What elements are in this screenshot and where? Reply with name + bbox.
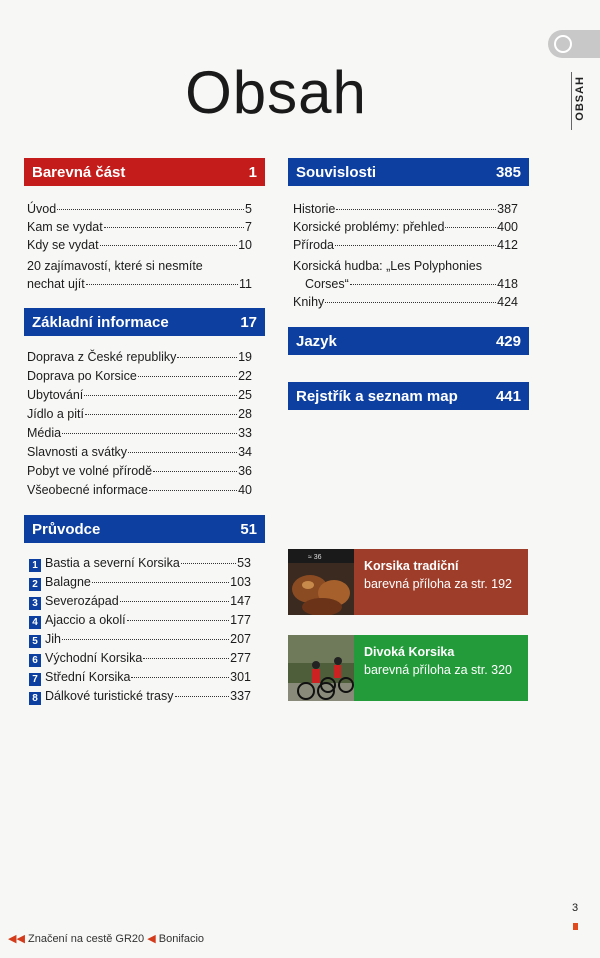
section-page: 51 — [240, 520, 257, 538]
toc-chapter[interactable]: 5 Jih 207 — [29, 630, 251, 648]
toc-entry[interactable]: Historie 387 — [293, 202, 518, 216]
promo-korsika-tradicni[interactable] — [288, 549, 528, 615]
section-page: 17 — [240, 313, 257, 331]
section-title: Průvodce — [32, 520, 101, 538]
section-zakladni-informace[interactable] — [24, 308, 265, 336]
toc-entry[interactable]: Všeobecné informace 40 — [27, 483, 252, 497]
toc-chapter[interactable]: 1 Bastia a severní Korsika 53 — [29, 554, 251, 572]
toc-chapter[interactable]: 7 Střední Korsika 301 — [29, 668, 251, 686]
section-pruvodce[interactable] — [24, 515, 265, 543]
toc-entry[interactable]: Média 33 — [27, 426, 252, 440]
section-title: Základní informace — [32, 313, 169, 331]
promo-title: Korsika tradiční — [364, 559, 459, 573]
footer-nav[interactable] — [8, 932, 204, 945]
section-souvislosti[interactable] — [288, 158, 529, 186]
toc-chapter[interactable]: 6 Východní Korsika 277 — [29, 649, 251, 667]
footer-link-bonifacio[interactable]: Bonifacio — [158, 933, 205, 945]
promo-title: Divoká Korsika — [364, 645, 455, 659]
toc-entry[interactable]: nechat ujít 11 — [27, 277, 252, 291]
toc-entry[interactable]: Úvod 5 — [27, 202, 252, 216]
chapter-number: 8 — [29, 692, 41, 705]
section-page: 385 — [495, 163, 521, 181]
chapter-number: 3 — [29, 597, 41, 610]
footer-link-gr20[interactable]: Značení na cestě GR20 — [27, 933, 145, 945]
section-title: Barevná část — [32, 163, 126, 181]
svg-text:≈ 36: ≈ 36 — [308, 554, 322, 561]
chapter-number: 6 — [29, 654, 41, 667]
section-page: 429 — [495, 332, 521, 350]
toc-entry-line1[interactable]: Korsická hudba: „Les Polyphonies — [293, 259, 483, 273]
toc-entry-line1[interactable]: 20 zajímavostí, které si nesmíte — [27, 259, 203, 273]
cyclists-photo — [288, 635, 354, 701]
promo-subtitle: barevná příloha za str. 192 — [364, 577, 513, 591]
double-arrow-left-icon: ◀◀ — [8, 933, 25, 945]
promo-divoka-korsika[interactable] — [288, 635, 528, 701]
toc-entry[interactable]: Ubytování 25 — [27, 388, 252, 402]
circle-icon — [554, 35, 572, 53]
toc-entry[interactable]: Kdy se vydat 10 — [27, 238, 252, 252]
toc-entry[interactable]: Příroda 412 — [293, 238, 518, 252]
section-rejstrik[interactable] — [288, 382, 529, 410]
toc-entry[interactable]: Knihy 424 — [293, 295, 518, 309]
toc-entry[interactable]: Jídlo a pití 28 — [27, 407, 252, 421]
toc-entry[interactable]: Pobyt ve volné přírodě 36 — [27, 464, 252, 478]
bread-photo — [288, 549, 354, 615]
arrow-left-icon: ◀ — [147, 933, 156, 945]
page-marker — [573, 923, 578, 930]
promo-subtitle: barevná příloha za str. 320 — [364, 663, 513, 677]
section-page: 1 — [248, 163, 257, 181]
toc-chapter[interactable]: 2 Balagne 103 — [29, 573, 251, 591]
toc-entry[interactable]: Korsické problémy: přehled 400 — [293, 220, 518, 234]
toc-entry[interactable]: Doprava po Korsice 22 — [27, 369, 252, 383]
page-number: 3 — [572, 902, 579, 914]
toc-entry[interactable]: Doprava z České republiky 19 — [27, 350, 252, 364]
section-title: Jazyk — [296, 332, 337, 350]
corner-tab — [548, 30, 600, 58]
toc-entry[interactable]: Slavnosti a svátky 34 — [27, 445, 252, 459]
toc-chapter[interactable]: 3 Severozápad 147 — [29, 592, 251, 610]
chapter-number: 4 — [29, 616, 41, 629]
toc-chapter[interactable]: 4 Ajaccio a okolí 177 — [29, 611, 251, 629]
chapter-number: 7 — [29, 673, 41, 686]
chapter-number: 2 — [29, 578, 41, 591]
toc-chapter[interactable]: 8 Dálkové turistické trasy 337 — [29, 687, 251, 705]
section-page: 441 — [495, 387, 521, 405]
section-jazyk[interactable] — [288, 327, 529, 355]
toc-entry[interactable]: Corses“ 418 — [305, 277, 518, 291]
page-title: Obsah — [185, 59, 367, 126]
chapter-number: 5 — [29, 635, 41, 648]
toc-entry[interactable]: Kam se vydat 7 — [27, 220, 252, 234]
section-title: Souvislosti — [296, 163, 377, 181]
section-title: Rejstřík a seznam map — [296, 387, 458, 405]
side-label: OBSAH — [571, 72, 586, 130]
chapter-number: 1 — [29, 559, 41, 572]
section-barevna-cast[interactable] — [24, 158, 265, 186]
